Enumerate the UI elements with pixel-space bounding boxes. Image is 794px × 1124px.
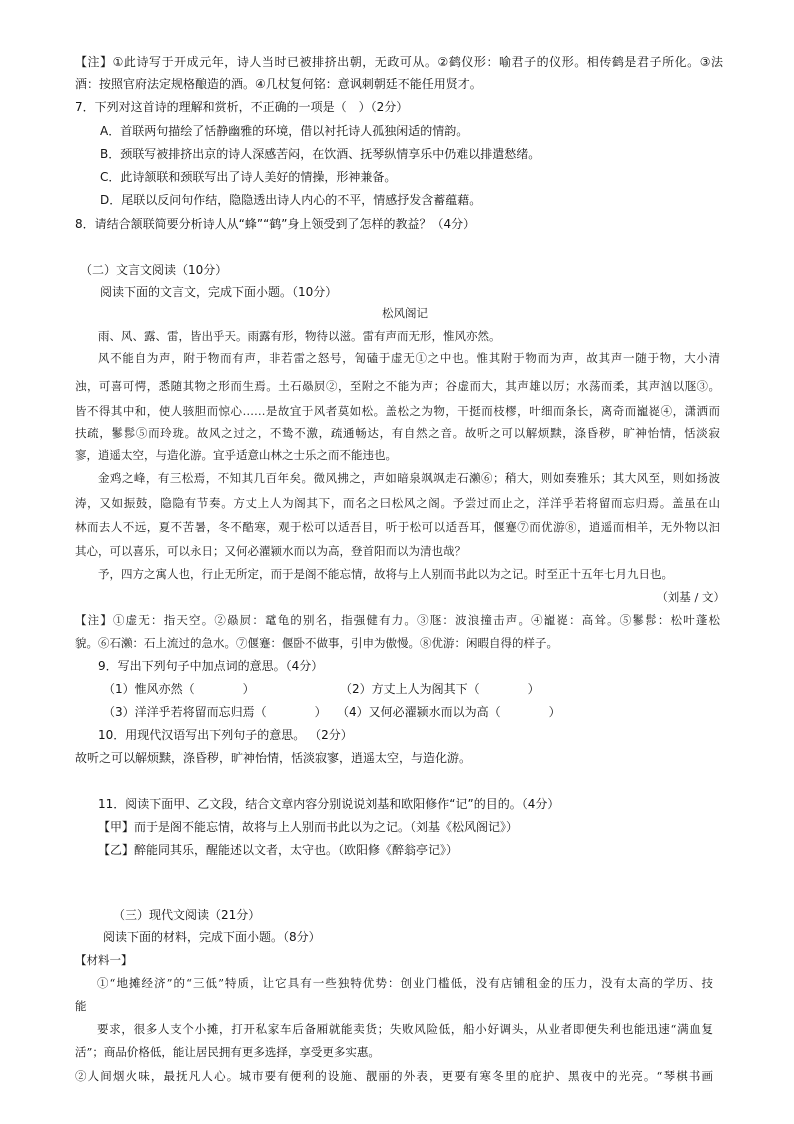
passage-author: （刘基 / 文）: [656, 590, 725, 604]
section-heading-classical: （二）文言文阅读（10分）: [80, 263, 228, 277]
question-9-item: （2）方丈上人为阁其下（ ）: [340, 682, 540, 696]
material-line: ①“地摊经济”的“三低”特质，让它具有一些独特优势：创业门槛低，没有店铺租金的压力，没有太高的学历、技: [97, 976, 713, 990]
passage-line: 扶疏，鬖髿⑤而玲珑。故风之过之，不鸷不激，疏通畅达，有自然之音。故听之可以解烦黩，涤昏秽，旷神怡情，恬淡寂: [75, 426, 720, 440]
question-9-item: （4）又何必濯颍水而以为高（ ）: [337, 705, 561, 719]
section-heading-modern: （三）现代文阅读（21分）: [113, 908, 261, 922]
passage-line: 金鸡之峰，有三松焉，不知其几百年矣。微风拂之，声如暗泉飒飒走石濑⑥；稍大，则如奏雅乐；其大风至，则如扬波: [98, 471, 720, 485]
material-line: 活”；商品价格低，能让居民拥有更多选择，享受更多实惠。: [75, 1045, 380, 1059]
passage-line: 其心，可以喜乐，可以永日；又何必濯颍水而以为高，登首阳而以为清也哉？: [75, 544, 466, 558]
passage-note-line: 【注】①虚无：指天空。②赑屃：鼋龟的别名，指强健有力。③豗：波浪撞击声。④巃嵸：高耸。⑤鬖髿：松叶蓬松: [75, 613, 720, 627]
question-9-stem: 9．写出下列句子中加点词的意思。（4分）: [98, 659, 324, 673]
question-11-stem: 11．阅读下面甲、乙文段，结合文章内容分别说说刘基和欧阳修作“记”的目的。（4分）: [98, 797, 560, 811]
passage-line: 雨、风、露、雷，皆出乎天。雨露有形，物待以滋。雷有声而无形，惟风亦然。: [98, 329, 501, 343]
passage-line: 予，四方之寓人也，行止无所定，而于是阁不能忘情，故将与上人别而书此以为之记。时至正十五年七月九日也。: [98, 567, 673, 581]
poem-note-line: 【注】①此诗写于开成元年，诗人当时已被排挤出朝，无政可从。②鹤仪形：喻君子的仪形。相传鹤是君子所化。③法: [75, 55, 723, 69]
poem-note-line: 酒：按照官府法定规格酿造的酒。④几杖复何铭：意讽刺朝廷不能任用贤才。: [75, 77, 482, 91]
section-instruction: 阅读下面的文言文，完成下面小题。（10分）: [100, 285, 338, 299]
question-7-stem: 7．下列对这首诗的理解和赏析，不正确的一项是（ ）（2分）: [75, 100, 409, 114]
question-7-option-a: A．首联两句描绘了恬静幽雅的环境，借以衬托诗人孤独闲适的情韵。: [100, 124, 469, 138]
passage-line: 林而去人不远，夏不苦暑，冬不酷寒，观于松可以适吾目，听于松可以适吾耳，偃蹇⑦而优游⑧，逍遥而相羊，无外物以汩: [75, 520, 720, 534]
passage-line: 浊，可喜可愕，悉随其物之形而生焉。土石赑屃②，至附之不能为声；谷虚而大，其声雄以厉；水荡而柔，其声汹以豗③。: [75, 379, 720, 393]
passage-line: 风不能自为声，附于物而有声，非若雷之怒号，訇磕于虚无①之中也。惟其附于物而为声，故其声一随于物，大小清: [98, 351, 720, 365]
question-10-sentence: 故听之可以解烦黩，涤昏秽，旷神怡情，恬淡寂寥，逍遥太空，与造化游。: [75, 751, 472, 765]
material-line: ②人间烟火味，最抚凡人心。城市要有便利的设施、靓丽的外表，更要有寒冬里的庇护、黑夜中的光亮。“琴棋书画: [75, 1069, 713, 1083]
question-10-stem: 10．用现代汉语写出下列句子的意思。 （2分）: [98, 728, 353, 742]
passage-line: 皆不得其中和，使人骇胆而惊心……是故宜于风者莫如松。盖松之为物，干挺而枝樛，叶细而条长，离奇而巃嵸④，潇洒而: [75, 404, 720, 418]
material-line: 能: [75, 999, 87, 1013]
question-11-excerpt-yi: 【乙】醉能同其乐，醒能述以文者，太守也。（欧阳修《醉翁亭记》）: [98, 843, 459, 857]
question-8-stem: 8．请结合颔联简要分析诗人从“蜂”“鹤”身上领受到了怎样的教益？（4分）: [75, 217, 476, 231]
question-7-option-d: D．尾联以反问句作结，隐隐透出诗人内心的不平，情感抒发含蓄蕴藉。: [100, 193, 482, 207]
material-label: 【材料一】: [75, 953, 133, 967]
question-7-option-b: B．颈联写被排挤出京的诗人深感苦闷，在饮酒、抚琴纵情享乐中仍难以排遣愁绪。: [100, 147, 541, 161]
material-line: 要求，很多人支个小摊，打开私家车后备厢就能卖货；失败风险低，船小好调头，从业者即便失利也能迅速“满血复: [97, 1022, 713, 1036]
section-instruction: 阅读下面的材料，完成下面小题。（8分）: [103, 930, 321, 944]
passage-title: 松风阁记: [382, 306, 428, 320]
question-9-item: （3）洋洋乎若将留而忘归焉（ ）: [103, 705, 327, 719]
question-11-excerpt-jia: 【甲】而于是阁不能忘情，故将与上人别而书此以为之记。（刘基《松风阁记》）: [98, 820, 519, 834]
question-9-item: （1）惟风亦然（ ）: [103, 682, 255, 696]
question-7-option-c: C．此诗颔联和颈联写出了诗人美好的情操，形神兼备。: [100, 170, 397, 184]
passage-line: 寥，逍遥太空，与造化游。宜乎适意山林之士乐之而不能违也。: [75, 448, 397, 462]
passage-note-line: 貌。⑥石濑：石上流过的急水。⑦偃蹇：偃卧不做事，引申为傲慢。⑧优游：闲暇自得的样子。: [75, 636, 558, 650]
passage-line: 涛，又如振鼓，隐隐有节奏。方丈上人为阁其下，而名之曰松风之阁。予尝过而止之，洋洋乎若将留而忘归焉。盖虽在山: [75, 496, 720, 510]
